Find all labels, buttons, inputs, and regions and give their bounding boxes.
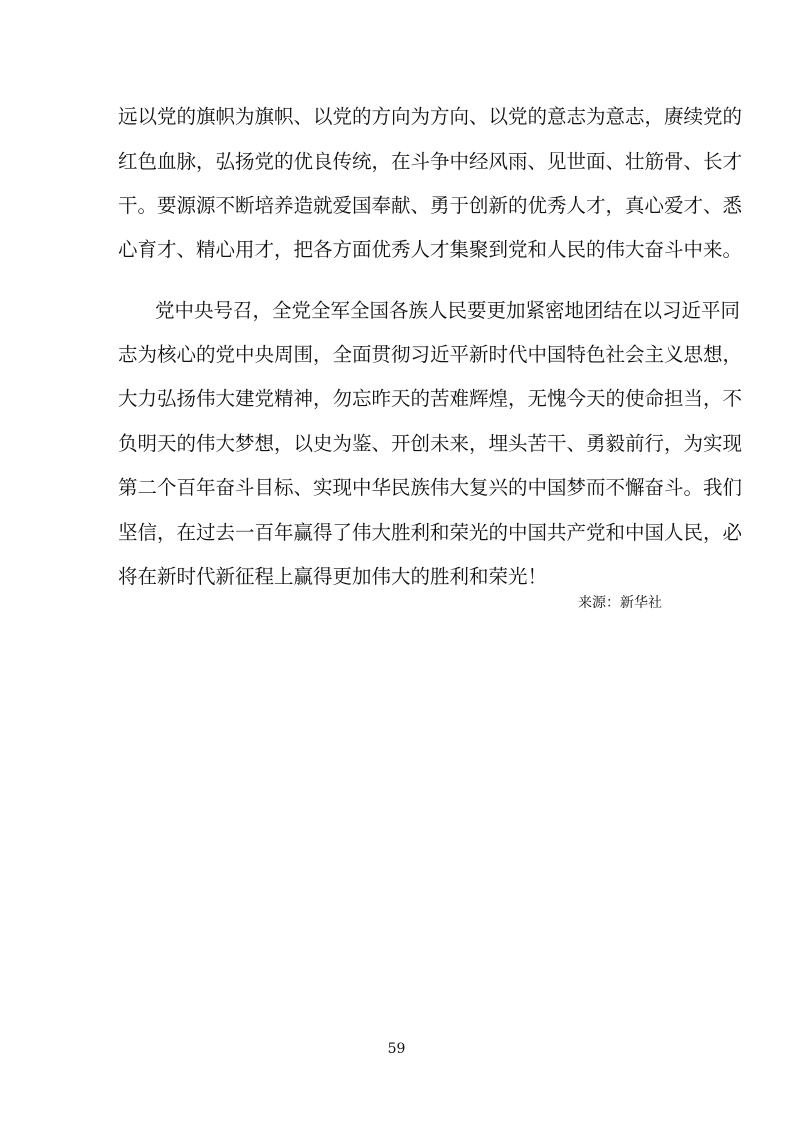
- paragraph-line: 将在新时代新征程上赢得更加伟大的胜利和荣光！: [118, 565, 548, 588]
- paragraph-line: 第二个百年奋斗目标、实现中华民族伟大复兴的中国梦而不懈奋斗。我们: [118, 476, 743, 499]
- paragraph-line: 心育才、精心用才，把各方面优秀人才集聚到党和人民的伟大奋斗中来。: [118, 238, 743, 261]
- paragraph-line: 远以党的旗帜为旗帜、以党的方向为方向、以党的意志为意志，赓续党的: [118, 105, 743, 128]
- paragraph-line: 党中央号召，全党全军全国各族人民要更加紧密地团结在以习近平同: [155, 299, 741, 322]
- paragraph-line: 负明天的伟大梦想，以史为鉴、开创未来，埋头苦干、勇毅前行，为实现: [118, 432, 743, 455]
- paragraph-line: 干。要源源不断培养造就爱国奉献、勇于创新的优秀人才，真心爱才、悉: [118, 194, 743, 217]
- paragraph-line: 红色血脉，弘扬党的优良传统，在斗争中经风雨、见世面、壮筋骨、长才: [118, 150, 743, 173]
- paragraph-line: 大力弘扬伟大建党精神，勿忘昨天的苦难辉煌，无愧今天的使命担当，不: [118, 387, 743, 410]
- page-number: 59: [387, 1041, 406, 1057]
- source-attribution: 来源：新华社: [578, 595, 662, 611]
- paragraph-line: 坚信，在过去一百年赢得了伟大胜利和荣光的中国共产党和中国人民，必: [118, 521, 743, 544]
- paragraph-line: 志为核心的党中央周围，全面贯彻习近平新时代中国特色社会主义思想，: [118, 343, 743, 366]
